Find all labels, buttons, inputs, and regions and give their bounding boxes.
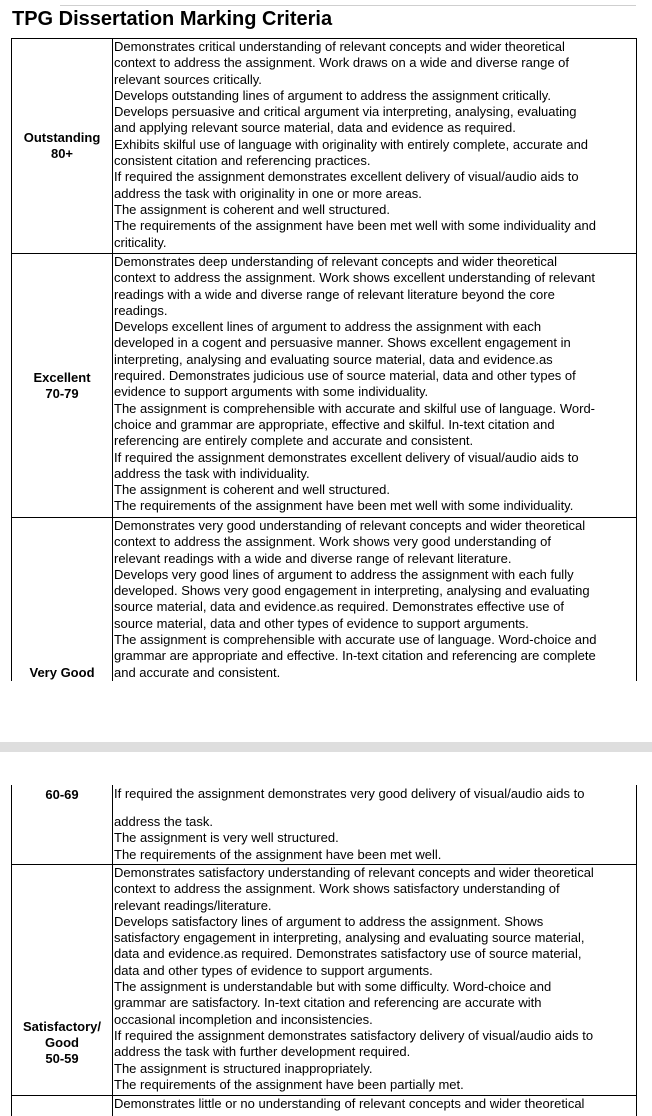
grade-range: 80+ [50, 146, 74, 161]
criteria-line: readings with a wide and diverse range of relevant literature beyond the core [114, 286, 555, 302]
criteria-line: The assignment is coherent and well structured. [114, 482, 391, 498]
criteria-line: The requirements of the assignment have been partially met. [114, 1076, 464, 1092]
criteria-line: Demonstrates very good understanding of relevant concepts and wider theoretical [114, 518, 586, 533]
criteria-line: The assignment is comprehensible with accurate use of language. Word-choice and [114, 632, 597, 648]
grade-cell-satisfactory-good [12, 865, 113, 1095]
grade-cell-very-good-continued [12, 785, 113, 864]
grade-label: Outstanding [23, 130, 101, 145]
criteria-line: Develops outstanding lines of argument to address the assignment critically. [114, 87, 551, 103]
criteria-line: If required the assignment demonstrates very good delivery of visual/audio aids to [114, 786, 585, 801]
criteria-line: Demonstrates little or no understanding of relevant concepts and wider theoretical [114, 1096, 585, 1111]
criteria-line: choice and grammar are appropriate, effective and skilful. In-text citation and [114, 416, 555, 432]
criteria-line: address the task. [114, 814, 213, 829]
criteria-line: consistent citation and referencing practices. [114, 153, 371, 169]
criteria-line: context to address the assignment. Work shows satisfactory understanding of [114, 881, 560, 897]
criteria-line: required. Demonstrates judicious use of source material, data and other types of [114, 368, 576, 384]
page-gap [0, 683, 652, 742]
criteria-line: source material, data and other types of evidence to support arguments. [114, 615, 529, 631]
criteria-line: satisfactory engagement in interpreting, analysing and evaluating source material, [114, 930, 585, 946]
document-title: TPG Dissertation Marking Criteria [12, 8, 333, 30]
grade-cell-outstanding [12, 39, 113, 253]
criteria-line: referencing are entirely complete and accurate and consistent. [114, 433, 474, 449]
criteria-line: grammar are appropriate and effective. In-text citation and referencing are complete [114, 648, 596, 664]
criteria-line: Develops very good lines of argument to address the assignment with each fully [114, 566, 574, 582]
criteria-line: relevant readings/literature. [114, 897, 272, 913]
criteria-line: relevant sources critically. [114, 71, 262, 87]
criteria-line: grammar are satisfactory. In-text citation and referencing are accurate with [114, 995, 542, 1011]
grade-range: 70-79 [45, 385, 79, 401]
criteria-line: Demonstrates critical understanding of relevant concepts and wider theoretical [114, 39, 565, 54]
criteria-text [114, 786, 634, 863]
criteria-text [114, 518, 634, 681]
criteria-line: The assignment is structured inappropriately. [114, 1060, 373, 1076]
grade-cell-excellent [12, 254, 113, 517]
grade-label: Excellent [33, 369, 91, 385]
criteria-line: The requirements of the assignment have been met well with some individuality and [114, 218, 596, 234]
grade-label-2: Good [45, 1035, 79, 1050]
criteria-line: If required the assignment demonstrates excellent delivery of visual/audio aids to [114, 169, 579, 185]
criteria-line: If required the assignment demonstrates excellent delivery of visual/audio aids to [114, 449, 579, 465]
criteria-line: The requirements of the assignment have been met well with some individuality. [114, 498, 574, 514]
criteria-line: and applying relevant source material, data and evidence as required. [114, 120, 516, 136]
row-very-good [11, 517, 637, 681]
grade-label: Very Good [29, 665, 95, 680]
criteria-line: Develops excellent lines of argument to address the assignment with each [114, 319, 542, 335]
criteria-line: context to address the assignment. Work shows excellent understanding of relevant [114, 270, 596, 286]
row-outstanding [11, 38, 637, 253]
criteria-line: and accurate and consistent. [114, 664, 281, 680]
criteria-text [114, 39, 634, 251]
criteria-line: The requirements of the assignment have been met well. [114, 846, 442, 862]
row-very-good-continued [11, 785, 637, 865]
criteria-line: Exhibits skilful use of language with originality with entirely complete, accurate and [114, 136, 589, 152]
criteria-text [114, 865, 634, 1093]
criteria-line: The assignment is understandable but with some difficulty. Word-choice and [114, 979, 552, 995]
grade-label: Satisfactory/ [22, 1019, 102, 1034]
criteria-line: The assignment is very well structured. [114, 830, 339, 846]
criteria-line: If required the assignment demonstrates satisfactory delivery of visual/audio aids to [114, 1027, 594, 1043]
criteria-line: address the task with further development required. [114, 1044, 411, 1060]
criteria-line: address the task with originality in one or more areas. [114, 185, 422, 201]
criteria-line: context to address the assignment. Work shows very good understanding of [114, 534, 551, 550]
criteria-line: Demonstrates deep understanding of relevant concepts and wider theoretical [114, 254, 557, 269]
criteria-line: readings. [114, 302, 168, 318]
criteria-line: The assignment is coherent and well structured. [114, 201, 391, 217]
row-next [11, 1096, 637, 1116]
criteria-line: data and evidence.as required. Demonstrates satisfactory use of source material, [114, 946, 582, 962]
criteria-line: data and other types of evidence to support arguments. [114, 962, 433, 978]
criteria-lines [114, 814, 634, 863]
criteria-line: context to address the assignment. Work draws on a wide and diverse range of [114, 55, 570, 71]
criteria-line: interpreting, analysing and evaluating source material, data and evidence.as [114, 351, 553, 367]
criteria-line: The assignment is comprehensible with accurate and skilful use of language. Word- [114, 400, 596, 416]
criteria-line: occasional incompletion and inconsistencies. [114, 1011, 373, 1027]
criteria-line: evidence to support arguments with some individuality. [114, 384, 429, 400]
criteria-text [114, 254, 634, 515]
criteria-line: source material, data and evidence.as required. Demonstrates effective use of [114, 599, 564, 615]
grade-range: 60-69 [45, 787, 79, 802]
criteria-line: Develops satisfactory lines of argument to address the assignment. Shows [114, 913, 544, 929]
criteria-line: address the task with individuality. [114, 465, 310, 481]
row-excellent [11, 253, 637, 517]
criteria-line: Demonstrates satisfactory understanding of relevant concepts and wider theoretical [114, 865, 594, 880]
criteria-line: relevant readings with a wide and diverse range of relevant literature. [114, 550, 512, 566]
criteria-line: criticality. [114, 234, 167, 250]
criteria-line: Develops persuasive and critical argument via interpreting, analysing, evaluating [114, 104, 577, 120]
criteria-line: developed in a cogent and persuasive manner. Shows excellent engagement in [114, 335, 571, 351]
row-satisfactory-good [11, 865, 637, 1096]
grade-cell-very-good [12, 518, 113, 681]
grade-cell-next [12, 1096, 113, 1116]
page-separator [0, 742, 652, 752]
criteria-line: developed. Shows very good engagement in interpreting, analysing and evaluating [114, 583, 590, 599]
grade-range: 50-59 [45, 1051, 79, 1066]
